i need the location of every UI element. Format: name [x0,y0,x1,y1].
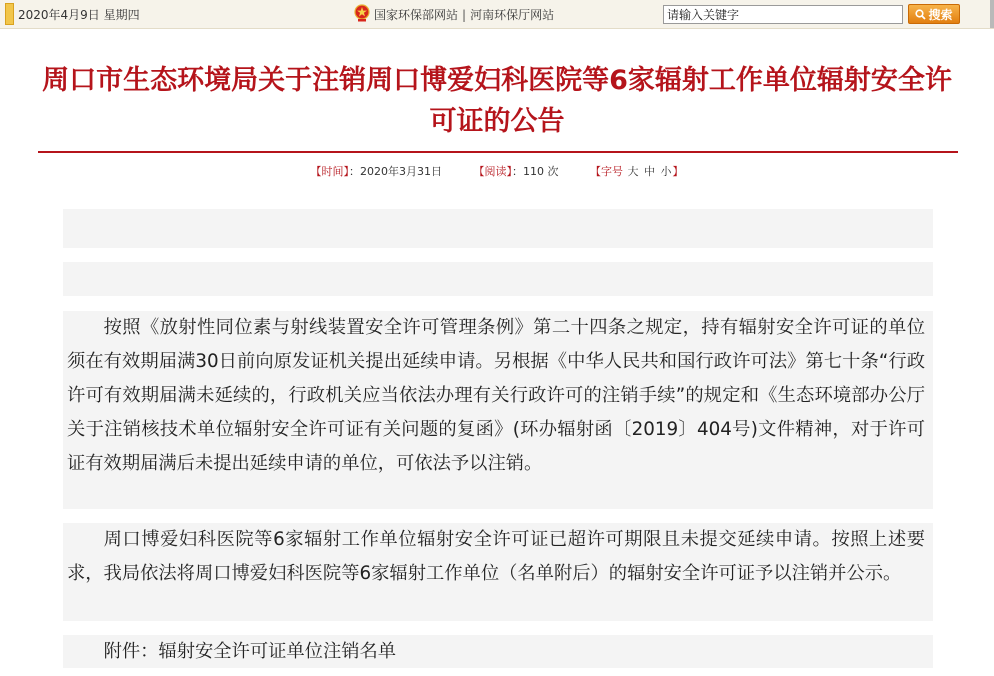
search-button-label: 搜索 [928,7,953,22]
accent-mark [5,3,14,25]
national-emblem-icon [354,4,370,22]
reads-value: ：110 次 [512,165,559,178]
read-count [474,165,559,178]
time-label: 【时间】 [310,165,349,178]
search-icon [915,9,926,20]
link-henan-website[interactable]: 河南环保厅网站 [470,8,555,22]
fontsize-label: 【字号 [590,165,623,178]
current-date: 2020年4月9日 星期四 [18,8,140,22]
article-title: 周口市生态环境局关于注销周口博爱妇科医院等6家辐射工作单位辐射安全许可证的公告 [42,65,952,137]
font-size-large-link[interactable]: 大 [627,165,639,178]
font-size-small-link[interactable]: 小 [660,165,672,178]
article-paragraph: 附件：辐射安全许可证单位注销名单 [63,635,933,668]
link-separator: | [462,8,467,22]
link-mee-website[interactable]: 国家环保部网站 [374,8,459,22]
fontsize-close: 】 [672,165,684,178]
scrollbar-edge [990,0,994,28]
article-paragraph: 周口博爱妇科医院等6家辐射工作单位辐射安全许可证已超许可期限且未提交延续申请。按照上述要求，我局依法将周口博爱妇科医院等6家辐射工作单位（名单附后）的辐射安全许可证予以注销并公示。 [63,523,933,621]
empty-paragraph-block [63,209,933,248]
search-input[interactable] [663,5,903,24]
empty-paragraph-block [63,262,933,296]
time-value: ：2020年3月31日 [349,165,442,178]
article-meta [0,163,994,179]
top-bar [0,0,994,29]
external-links [374,6,554,23]
article-paragraph: 按照《放射性同位素与射线装置安全许可管理条例》第二十四条之规定，持有辐射安全许可证的单位须在有效期届满30日前向原发证机关提出延续申请。另根据《中华人民共和国行政许可法》第七十条“行政许可有效期届满未延续的，行政机关应当依法办理有关行政许可的注销手续”的规定和《生态环境部办公厅关于注销核技术单位辐射安全许可证有关问题的复函》(环办辐射函〔2019〕404号)文件精神，对于许可证有效期届满后未提出延续申请的单位，可依法予以注销。 [63,311,933,509]
search-button[interactable] [908,4,960,24]
font-size-control [590,165,684,178]
title-divider [38,151,958,153]
reads-label: 【阅读】 [473,165,512,178]
font-size-medium-link[interactable]: 中 [644,165,655,178]
publish-time [311,165,443,178]
